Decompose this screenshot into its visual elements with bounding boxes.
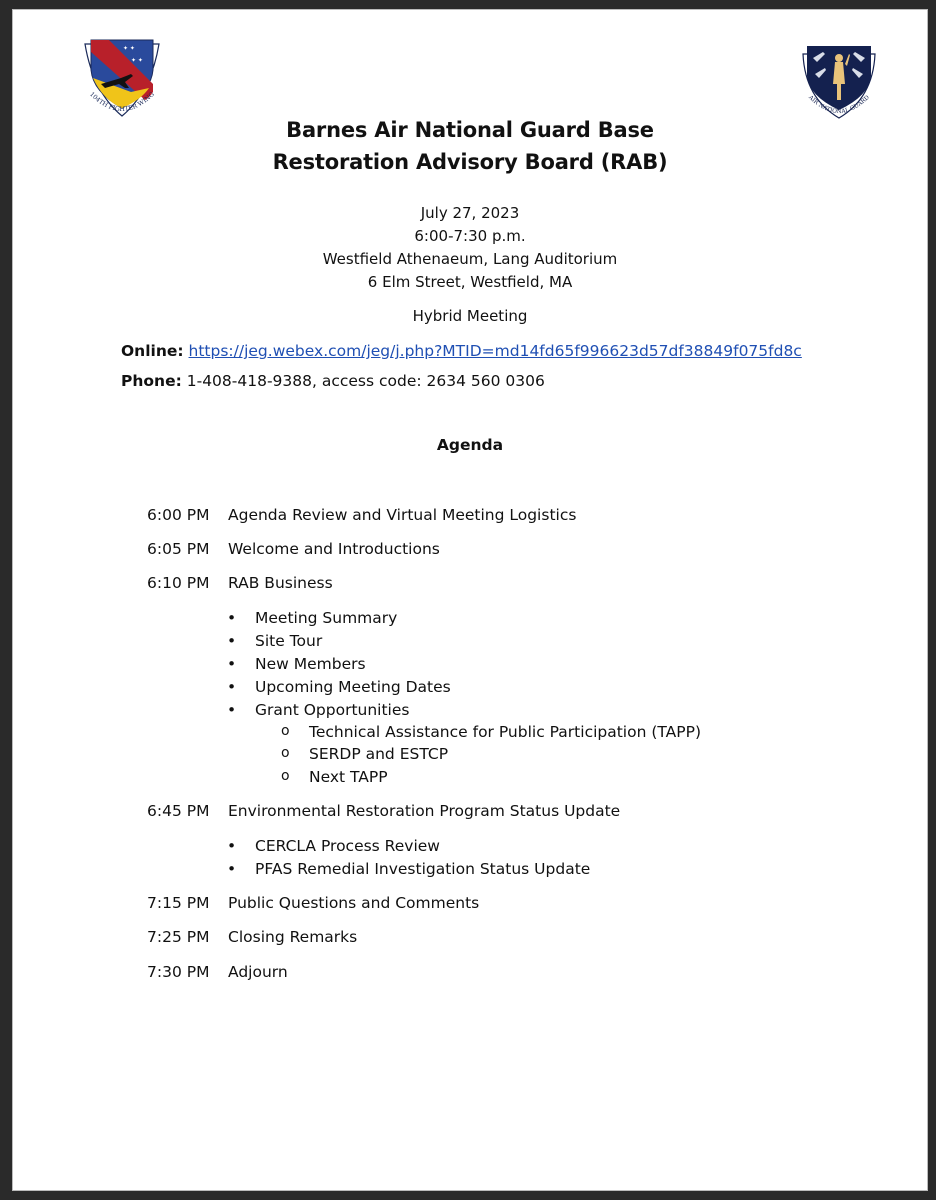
phone-access-line [121, 372, 545, 390]
document-page [12, 9, 928, 1191]
right-logo-caption: AIR NATIONAL GUARD [807, 94, 871, 116]
sub-bullet-text: Next TAPP [309, 768, 388, 786]
phone-number: 1-408-418-9388, access code: 2634 560 0306 [186, 372, 545, 390]
phone-label: Phone: [121, 372, 182, 390]
bullet-dot-icon: • [227, 609, 237, 627]
agenda-title: Agenda Review and Virtual Meeting Logistics [228, 506, 577, 524]
fighter-wing-shield-icon [79, 32, 165, 118]
agenda-title: RAB Business [228, 574, 333, 592]
agenda-title: Environmental Restoration Program Status Update [228, 802, 621, 820]
meeting-format: Hybrid Meeting [412, 307, 528, 325]
meeting-date: July 27, 2023 [420, 204, 520, 222]
agenda-time: 6:05 PM [147, 540, 210, 558]
svg-text:✦ ✦: ✦ ✦ [123, 45, 135, 52]
agenda-heading: Agenda [436, 436, 504, 454]
agenda-time: 7:30 PM [147, 963, 210, 981]
agenda-title: Adjourn [228, 963, 288, 981]
air-national-guard-emblem-icon [799, 40, 879, 120]
bullet-dot-icon: • [227, 837, 237, 855]
svg-text:✦ ✦: ✦ ✦ [131, 57, 143, 64]
sub-bullet-circle-icon: o [281, 768, 290, 784]
agenda-time: 6:00 PM [147, 506, 210, 524]
bullet-dot-icon: • [227, 655, 237, 673]
meeting-time: 6:00-7:30 p.m. [414, 227, 526, 245]
sub-bullet-text: SERDP and ESTCP [309, 745, 449, 763]
agenda-title: Closing Remarks [228, 928, 358, 946]
agenda-title: Welcome and Introductions [228, 540, 440, 558]
left-logo-caption: 104TH FIGHTER WING [88, 90, 156, 114]
bullet-text: PFAS Remedial Investigation Status Update [255, 860, 591, 878]
bullet-text: Upcoming Meeting Dates [255, 678, 451, 696]
bullet-text: New Members [255, 655, 366, 673]
bullet-text: Grant Opportunities [255, 701, 410, 719]
bullet-dot-icon: • [227, 860, 237, 878]
document-title-line2: Restoration Advisory Board (RAB) [272, 150, 668, 174]
bullet-text: Site Tour [255, 632, 323, 650]
sub-bullet-circle-icon: o [281, 723, 290, 739]
agenda-time: 6:45 PM [147, 802, 210, 820]
bullet-dot-icon: • [227, 701, 237, 719]
sub-bullet-text: Technical Assistance for Public Participation (TAPP) [309, 723, 702, 741]
agenda-time: 7:15 PM [147, 894, 210, 912]
agenda-title: Public Questions and Comments [228, 894, 480, 912]
online-label: Online: [121, 342, 184, 360]
online-access-line [121, 342, 802, 360]
bullet-dot-icon: • [227, 632, 237, 650]
bullet-text: Meeting Summary [255, 609, 398, 627]
meeting-address: 6 Elm Street, Westfield, MA [367, 273, 573, 291]
webex-meeting-link[interactable]: https://jeg.webex.com/jeg/j.php?MTID=md14fd65f996623d57df38849f075fd8c [188, 342, 802, 360]
document-title-line1: Barnes Air National Guard Base [286, 118, 654, 142]
meeting-venue: Westfield Athenaeum, Lang Auditorium [322, 250, 618, 268]
bullet-dot-icon: • [227, 678, 237, 696]
sub-bullet-circle-icon: o [281, 745, 290, 761]
bullet-text: CERCLA Process Review [255, 837, 440, 855]
agenda-time: 6:10 PM [147, 574, 210, 592]
agenda-time: 7:25 PM [147, 928, 210, 946]
